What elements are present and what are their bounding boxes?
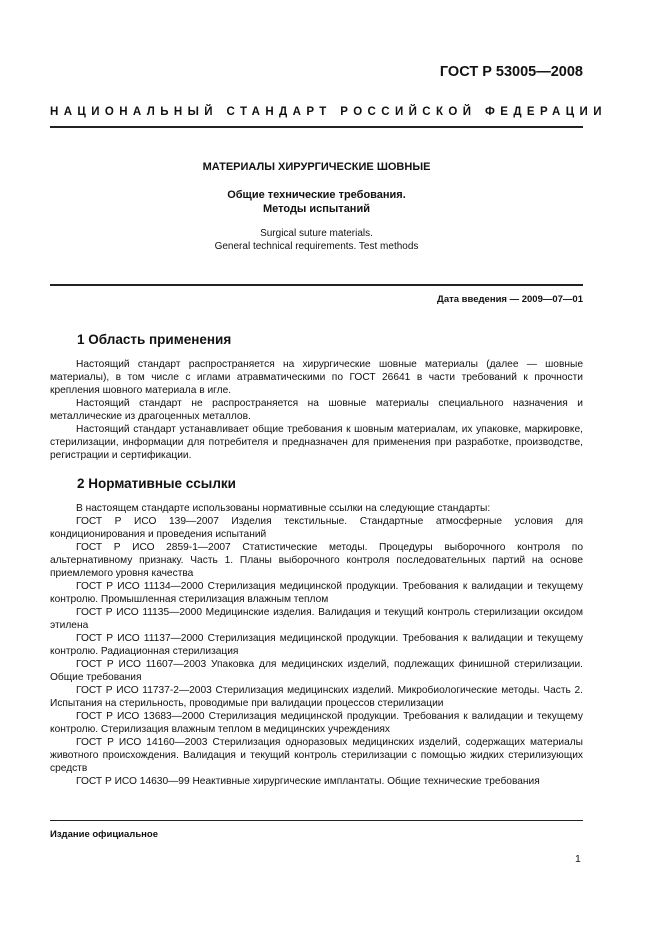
section-1-paragraph: Настоящий стандарт устанавливает общие требования к шовным материалам, их упаковке, маркировке, стерилизации, информации для потребителя и предназначен для применения при разработке, производстве, регистрации и сертификации. [50,424,583,461]
document-subtitle-line2: Методы испытаний [263,203,370,215]
reference-entry: ГОСТ Р ИСО 139—2007 Изделия текстильные. Стандартные атмосферные условия для кондиционирования и проведения испытаний [50,516,583,540]
section-1-paragraph: Настоящий стандарт не распространяется на шовные материалы специального назначения и металлические из драгоценных металлов. [50,398,583,422]
document-subtitle-line1: Общие технические требования. [227,189,406,201]
official-edition-label: Издание официальное [50,829,158,840]
reference-entry: ГОСТ Р ИСО 11137—2000 Стерилизация медицинской продукции. Требования к валидации и текущему контролю. Радиационная стерилизация [50,633,583,657]
english-subtitle: General technical requirements. Test methods [214,241,419,252]
page-number: 1 [575,853,581,865]
section-1-title: 1 Область применения [77,332,232,347]
reference-entry: ГОСТ Р ИСО 14160—2003 Стерилизация одноразовых медицинских изделий, содержащих материалы животного происхождения. Валидация и текущий контроль стерилизации с помощью жидких стерилизующих средств [50,737,583,774]
reference-entry: ГОСТ Р ИСО 11737-2—2003 Стерилизация медицинских изделий. Микробиологические методы. Часть 2. Испытания на стерильность, проводимые при валидации процессов стерилизации [50,685,583,709]
reference-entry: ГОСТ Р ИСО 13683—2000 Стерилизация медицинской продукции. Требования к валидации и текущему контролю. Стерилизация влажным теплом в медицинских учреждениях [50,711,583,735]
section-2-title: 2 Нормативные ссылки [77,476,236,491]
header-rule [50,126,583,128]
reference-entry: ГОСТ Р ИСО 11607—2003 Упаковка для медицинских изделий, подлежащих финишной стерилизации. Общие требования [50,659,583,683]
document-code: ГОСТ Р 53005—2008 [439,64,583,80]
english-title: Surgical suture materials. [260,228,373,239]
title-block-rule [50,284,583,286]
footer-rule [50,820,583,821]
national-standard-banner: НАЦИОНАЛЬНЫЙ СТАНДАРТ РОССИЙСКОЙ ФЕДЕРАЦИИ [50,106,607,118]
document-title: МАТЕРИАЛЫ ХИРУРГИЧЕСКИЕ ШОВНЫЕ [202,161,431,173]
section-1-paragraph: Настоящий стандарт распространяется на хирургические шовные материалы (далее — шовные материалы), в том числе с иглами атравматическими по ГОСТ 26641 в части требований к прочности крепления шовного материала в игле. [50,359,583,396]
section-2-paragraph: В настоящем стандарте использованы нормативные ссылки на следующие стандарты: [76,503,491,514]
reference-entry: ГОСТ Р ИСО 2859-1—2007 Статистические методы. Процедуры выборочного контроля по альтернативному признаку. Часть 1. Планы выборочного контроля последовательных партий на основе приемлемого уровня качества [50,542,583,579]
reference-entry: ГОСТ Р ИСО 11135—2000 Медицинские изделия. Валидация и текущий контроль стерилизации оксидом этилена [50,607,583,631]
introduction-date: Дата введения — 2009—07—01 [437,294,583,305]
reference-entry: ГОСТ Р ИСО 14630—99 Неактивные хирургические имплантаты. Общие технические требования [76,776,540,787]
reference-entry: ГОСТ Р ИСО 11134—2000 Стерилизация медицинской продукции. Требования к валидации и текущему контролю. Промышленная стерилизация влажным теплом [50,581,583,605]
